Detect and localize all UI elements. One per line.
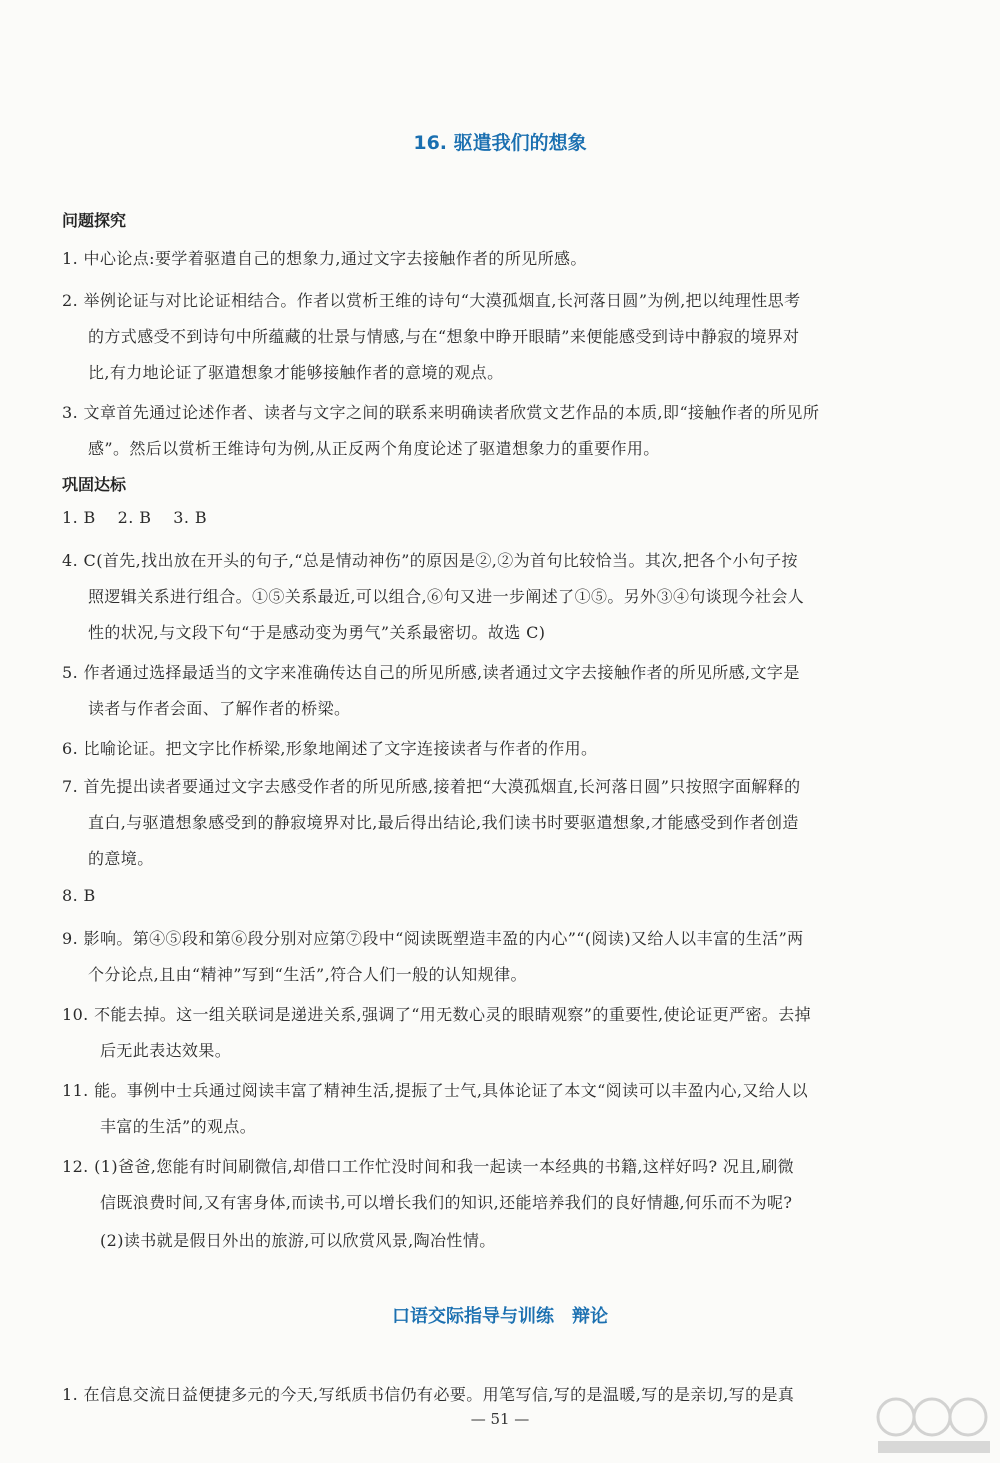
answer-line: 9. 影响。第④⑤段和第⑥段分别对应第⑦段中“阅读既塑造丰盈的内心”“(阅读)又给人以丰富的生活”两 xyxy=(62,929,804,948)
answer-line: 4. C(首先,找出放在开头的句子,“总是情动神伤”的原因是②,②为首句比较恰当。其次,把各个小句子按 xyxy=(62,551,798,570)
answer-line: 1. 中心论点:要学着驱遣自己的想象力,通过文字去接触作者的所见所感。 xyxy=(62,249,587,268)
answer-line: 照逻辑关系进行组合。①⑤关系最近,可以组合,⑥句又进一步阐述了①⑤。另外③④句谈现今社会人 xyxy=(88,587,805,606)
answer-line: 6. 比喻论证。把文字比作桥梁,形象地阐述了文字连接读者与作者的作用。 xyxy=(62,739,598,758)
section-heading-inquiry: 问题探究 xyxy=(62,211,127,230)
watermark-logo-icon xyxy=(874,1387,994,1457)
answer-line: 10. 不能去掉。这一组关联词是递进关系,强调了“用无数心灵的眼睛观察”的重要性,使论证更严密。去掉 xyxy=(62,1005,812,1024)
answer-line: 丰富的生活”的观点。 xyxy=(100,1117,257,1136)
answer-line: 的方式感受不到诗句中所蕴藏的壮景与情感,与在“想象中睁开眼睛”来便能感受到诗中静寂的境界对 xyxy=(88,327,800,346)
section-title-debate: 口语交际指导与训练 辩论 xyxy=(392,1306,608,1327)
answer-line: 12. (1)爸爸,您能有时间刷微信,却借口工作忙没时间和我一起读一本经典的书籍,这样好吗? 况且,刷微 xyxy=(62,1157,795,1176)
answer-line: 1. 在信息交流日益便捷多元的今天,写纸质书信仍有必要。用笔写信,写的是温暖,写的是亲切,写的是真 xyxy=(62,1385,795,1404)
answer-line: 读者与作者会面、了解作者的桥梁。 xyxy=(88,699,351,718)
page-number: — 51 — xyxy=(470,1410,530,1428)
answer-line: 的意境。 xyxy=(88,849,154,868)
answer-line: 11. 能。事例中士兵通过阅读丰富了精神生活,提振了士气,具体论证了本文“阅读可以丰盈内心,又给人以 xyxy=(62,1081,808,1100)
answer-line: 7. 首先提出读者要通过文字去感受作者的所见所感,接着把“大漠孤烟直,长河落日圆”只按照字面解释的 xyxy=(62,777,801,796)
answer-line: 8. B xyxy=(62,886,96,905)
answer-line: 性的状况,与文段下句“于是感动变为勇气”关系最密切。故选 C) xyxy=(88,623,546,642)
answer-line: 后无此表达效果。 xyxy=(100,1041,232,1060)
answer-line: 3. 文章首先通过论述作者、读者与文字之间的联系来明确读者欣赏文艺作品的本质,即“接触作者的所见所 xyxy=(62,403,820,422)
answer-line: 信既浪费时间,又有害身体,而读书,可以增长我们的知识,还能培养我们的良好情趣,何乐而不为呢? xyxy=(100,1193,793,1212)
answer-line: 2. 举例论证与对比论证相结合。作者以赏析王维的诗句“大漠孤烟直,长河落日圆”为例,把以纯理性思考 xyxy=(62,291,801,310)
answer-line: 个分论点,且由“精神”写到“生活”,符合人们一般的认知规律。 xyxy=(88,965,527,984)
answer-line: 直白,与驱遣想象感受到的静寂境界对比,最后得出结论,我们读书时要驱遣想象,才能感受到作者创造 xyxy=(88,813,799,832)
section-heading-consolidation: 巩固达标 xyxy=(62,475,127,494)
lesson-title: 16. 驱遣我们的想象 xyxy=(413,132,587,154)
answer-line: 5. 作者通过选择最适当的文字来准确传达自己的所见所感,读者通过文字去接触作者的所见所感,文字是 xyxy=(62,663,800,682)
answer-line: (2)读书就是假日外出的旅游,可以欣赏风景,陶冶性情。 xyxy=(100,1231,496,1250)
answer-line: 比,有力地论证了驱遣想象才能够接触作者的意境的观点。 xyxy=(88,363,504,382)
answer-line: 1. B 2. B 3. B xyxy=(62,508,208,527)
answer-line: 感”。然后以赏析王维诗句为例,从正反两个角度论述了驱遣想象力的重要作用。 xyxy=(88,439,660,458)
